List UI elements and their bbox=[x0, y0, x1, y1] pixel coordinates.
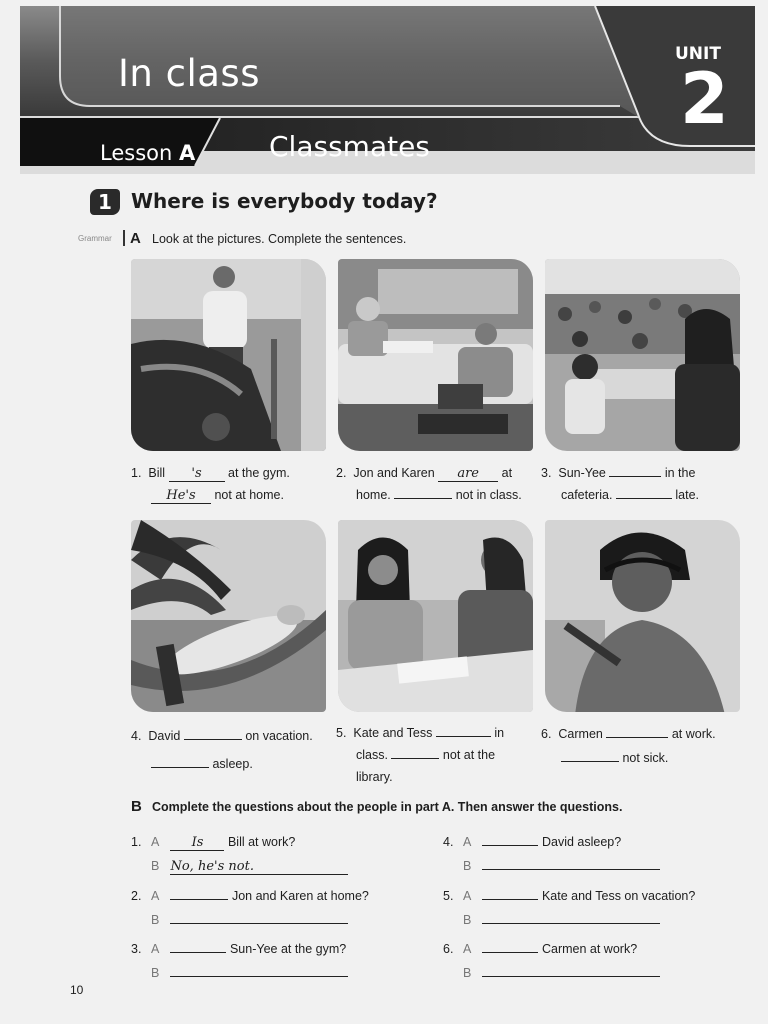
photo-cafeteria bbox=[545, 259, 740, 451]
answer-blank[interactable] bbox=[609, 462, 661, 477]
unit-number: 2 bbox=[680, 58, 729, 140]
answer-blank[interactable] bbox=[482, 885, 538, 900]
photo-couch bbox=[338, 259, 533, 451]
item-4: 4. David on vacation. asleep. bbox=[131, 722, 336, 778]
lesson-label: Lesson A bbox=[100, 141, 196, 165]
item-6: 6. Carmen at work. not sick. bbox=[541, 722, 746, 770]
item-5: 5. Kate and Tess in class. not at the library. bbox=[336, 722, 541, 788]
answer-blank[interactable] bbox=[170, 909, 348, 924]
answer-blank[interactable] bbox=[482, 909, 660, 924]
answer-blank[interactable] bbox=[394, 484, 452, 499]
answer-blank[interactable] bbox=[561, 747, 619, 762]
question-1: 1. A Is Bill at work? B No, he's not. bbox=[131, 830, 421, 878]
section-title: Where is everybody today? bbox=[131, 189, 438, 213]
page-number: 10 bbox=[70, 983, 84, 997]
part-a-letter: A bbox=[130, 230, 141, 247]
unit-label: UNIT bbox=[675, 44, 721, 64]
answer-blank[interactable] bbox=[482, 855, 660, 870]
answer-blank[interactable] bbox=[436, 722, 491, 737]
answer-blank[interactable] bbox=[482, 831, 538, 846]
answer-blank[interactable] bbox=[170, 885, 228, 900]
photo-headset bbox=[545, 520, 740, 712]
answer-blank[interactable]: Is bbox=[170, 836, 224, 851]
section-number-badge: 1 bbox=[90, 189, 120, 215]
answer-blank[interactable]: 's bbox=[169, 467, 225, 482]
answer-blank[interactable] bbox=[170, 938, 226, 953]
lesson-title: Classmates bbox=[269, 130, 430, 163]
unit-header-banner bbox=[20, 6, 755, 176]
answer-blank[interactable] bbox=[151, 753, 209, 768]
question-5: 5. A Kate and Tess on vacation? B bbox=[443, 884, 743, 932]
answer-blank[interactable] bbox=[184, 725, 242, 740]
grammar-tag: Grammar bbox=[78, 234, 112, 243]
item-1: 1. Bill 's at the gym. He's not at home. bbox=[131, 466, 290, 503]
unit-title: In class bbox=[118, 52, 260, 95]
answer-blank[interactable] bbox=[482, 938, 538, 953]
part-b-instruction: Complete the questions about the people in part A. Then answer the questions. bbox=[152, 800, 623, 814]
photo-hammock bbox=[131, 520, 326, 712]
divider bbox=[123, 230, 125, 246]
answer-blank[interactable]: He's bbox=[151, 489, 211, 504]
question-3: 3. A Sun-Yee at the gym? B bbox=[131, 937, 421, 985]
part-b-letter: B bbox=[131, 798, 142, 815]
answer-blank[interactable]: are bbox=[438, 467, 498, 482]
answer-blank[interactable]: No, he's not. bbox=[170, 860, 348, 875]
question-4: 4. A David asleep? B bbox=[443, 830, 743, 878]
item-3: 3. Sun-Yee in the cafeteria. late. bbox=[541, 462, 746, 506]
photo-studying bbox=[338, 520, 533, 712]
answer-blank[interactable] bbox=[391, 744, 439, 759]
question-2: 2. A Jon and Karen at home? B bbox=[131, 884, 421, 932]
answer-blank[interactable] bbox=[482, 962, 660, 977]
photo-gym bbox=[131, 259, 326, 451]
question-6: 6. A Carmen at work? B bbox=[443, 937, 743, 985]
part-a-instruction: Look at the pictures. Complete the sentences. bbox=[152, 232, 407, 246]
answer-blank[interactable] bbox=[606, 723, 668, 738]
answer-blank[interactable] bbox=[616, 484, 672, 499]
answer-blank[interactable] bbox=[170, 962, 348, 977]
item-2: 2. Jon and Karen are at home. not in class. bbox=[336, 466, 522, 502]
